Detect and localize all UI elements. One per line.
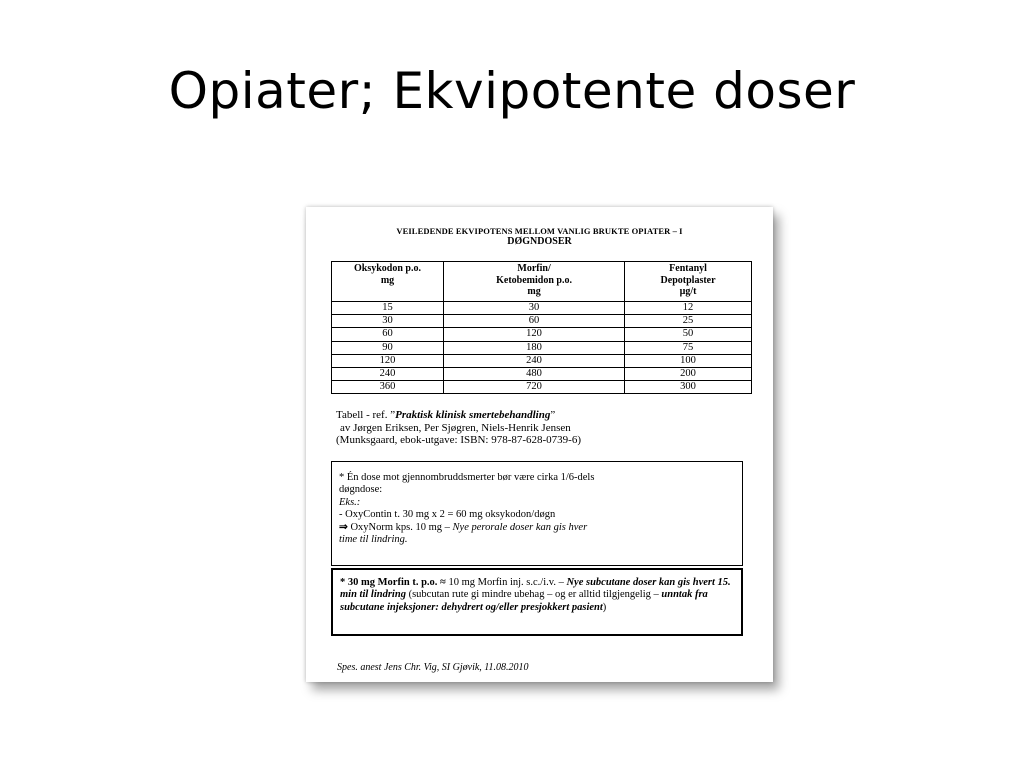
table-cell: 480 [444,367,625,380]
table-cell: 240 [444,354,625,367]
table-cell: 12 [625,302,752,315]
table-row [332,354,752,367]
table-row [332,367,752,380]
table-reference [336,409,756,447]
document-heading: VEILEDENDE EKVIPOTENS MELLOM VANLIG BRUKTE OPIATER – I [396,226,683,236]
header-morfin: Morfin/ Ketobemidon p.o. mg [444,262,625,302]
table-cell: 50 [625,328,752,341]
dose-table [331,261,752,394]
table-cell: 120 [444,328,625,341]
box1-line: - OxyContin t. 30 mg x 2 = 60 mg oksykodon/døgn [339,509,556,521]
document-subheading: DØGNDOSER [507,236,572,247]
table-cell: 15 [332,302,444,315]
scanned-document [306,207,773,682]
box1-line: time til lindring. [339,534,408,546]
table-row [332,341,752,354]
reference-authors: av Jørgen Eriksen, Per Sjøgren, Niels-Henrik Jensen [340,421,571,434]
table-cell: 300 [625,381,752,394]
header-fentanyl: Fentanyl Depotplaster µg/t [625,262,752,302]
header-oksykodon: Oksykodon p.o. mg [332,262,444,302]
table-body [332,302,752,394]
box1-line: døgndose: [339,484,383,496]
table-cell: 240 [332,367,444,380]
slide-title: Opiater; Ekvipotente doser [168,62,856,120]
table-cell: 60 [444,315,625,328]
breakthrough-dose-box [331,461,743,566]
table-row [332,315,752,328]
example-label: Eks.: [339,496,361,508]
reference-title: Tabell - ref. ”Praktisk klinisk smertebehandling” [336,409,556,421]
table-cell: 30 [332,315,444,328]
table-cell: 90 [332,341,444,354]
table-cell: 200 [625,367,752,380]
table-cell: 100 [625,354,752,367]
table-cell: 180 [444,341,625,354]
signature: Spes. anest Jens Chr. Vig, SI Gjøvik, 11.08.2010 [337,662,529,673]
table-cell: 25 [625,315,752,328]
table-cell: 360 [332,381,444,394]
table-cell: 30 [444,302,625,315]
morphine-route-box: * 30 mg Morfin t. p.o. ≈ 10 mg Morfin inj. s.c./i.v. – Nye subcutane doser kan gis hvert 15. min til lindring (subcutan rute gi mindre ubehag – og er alltid tilgjengelig – unntak fra subcutane injeksjoner: dehydrert og/eller presjokkert pasient) [331,568,743,636]
table-row [332,302,752,315]
table-cell: 120 [332,354,444,367]
table-row [332,328,752,341]
table-cell: 60 [332,328,444,341]
box1-line: ⇒ OxyNorm kps. 10 mg – Nye perorale doser kan gis hver [339,521,588,533]
table-cell: 75 [625,341,752,354]
box1-line: * Én dose mot gjennombruddsmerter bør være cirka 1/6-dels [339,472,595,483]
reference-publisher: (Munksgaard, ebok-utgave: ISBN: 978-87-628-0739-6) [336,434,582,446]
approx-icon: ≈ [440,577,446,588]
table-row [332,381,752,394]
arrow-icon: ⇒ [339,521,348,533]
table-header-row [332,262,752,302]
table-cell: 720 [444,381,625,394]
